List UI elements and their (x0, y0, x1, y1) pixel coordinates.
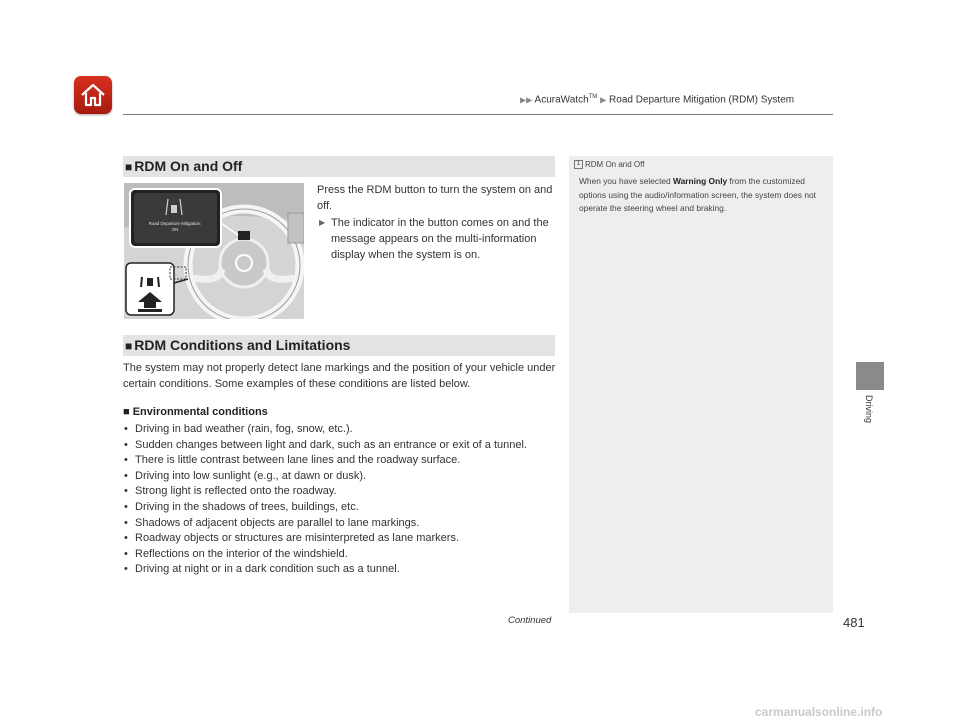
continued-label: Continued (508, 615, 552, 626)
list-item: • Roadway objects or structures are misinterpreted as lane markers. (123, 531, 527, 547)
list-item: • Reflections on the interior of the windshield. (123, 547, 527, 563)
home-button[interactable] (74, 76, 112, 114)
illustration-screen-line1: Road Departure Mitigation: (148, 221, 202, 226)
watermark: carmanualsonline.info (755, 705, 883, 719)
home-icon (78, 80, 108, 110)
list-item: • Driving in bad weather (rain, fog, snow, etc.). (123, 422, 527, 438)
list-item: • Sudden changes between light and dark, such as an entrance or exit of a tunnel. (123, 438, 527, 454)
list-item: • Strong light is reflected onto the roadway. (123, 484, 527, 500)
breadcrumb (520, 94, 794, 105)
section-heading-rdm-conditions: ■ RDM Conditions and Limitations (123, 335, 555, 356)
chapter-tab-label: Driving (864, 395, 874, 424)
list-item: • Driving at night or in a dark condition such as a tunnel. (123, 562, 527, 578)
rdm-intro-text: Press the RDM button to turn the system on and off. (317, 184, 553, 212)
breadcrumb-item-rdm: Road Departure Mitigation (RDM) System (609, 94, 795, 106)
rdm-button-illustration (124, 183, 304, 319)
note-text: When you have selected Warning Only from the customized options using the audio/information screen, the system does not operate the steering wheel and braking. (579, 176, 816, 213)
list-item: • Driving in the shadows of trees, buildings, etc. (123, 500, 527, 516)
rdm-indicator-note: ▶ The indicator in the button comes on and the message appears on the multi-information display when the system is on. (317, 215, 557, 263)
square-bullet-icon: ■ (125, 160, 133, 174)
rdm-on-off-instructions (317, 182, 557, 263)
note-panel (569, 156, 833, 613)
page-number: 481 (843, 615, 865, 630)
conditions-intro-text: The system may not properly detect lane markings and the position of your vehicle under certain conditions. Some examples of these conditions are listed below. (123, 362, 556, 390)
breadcrumb-item-acurawatch[interactable]: AcuraWatch (534, 94, 589, 106)
header-divider (123, 114, 833, 115)
breadcrumb-arrow-icon: ▶▶ (520, 95, 533, 105)
trademark-mark: TM (588, 94, 598, 100)
list-item: • Shadows of adjacent objects are parallel to lane markings. (123, 516, 527, 532)
environmental-conditions-list (123, 422, 527, 578)
illustration-screen-line2: ON (171, 227, 179, 232)
list-item: • Driving into low sunlight (e.g., at dawn or dusk). (123, 469, 527, 485)
note-title: 1 RDM On and Off (574, 160, 644, 169)
note-icon: 1 (574, 160, 583, 169)
breadcrumb-arrow-icon: ▶ (600, 95, 607, 105)
list-item: • There is little contrast between lane lines and the roadway surface. (123, 453, 527, 469)
section-heading-rdm-on-off: ■ RDM On and Off (123, 156, 555, 177)
square-bullet-icon: ■ (123, 406, 130, 418)
chapter-tab[interactable] (856, 362, 884, 390)
note-bold-term: Warning Only (673, 176, 728, 186)
square-bullet-icon: ■ (125, 339, 133, 353)
environmental-conditions-heading: ■ Environmental conditions (123, 406, 268, 418)
